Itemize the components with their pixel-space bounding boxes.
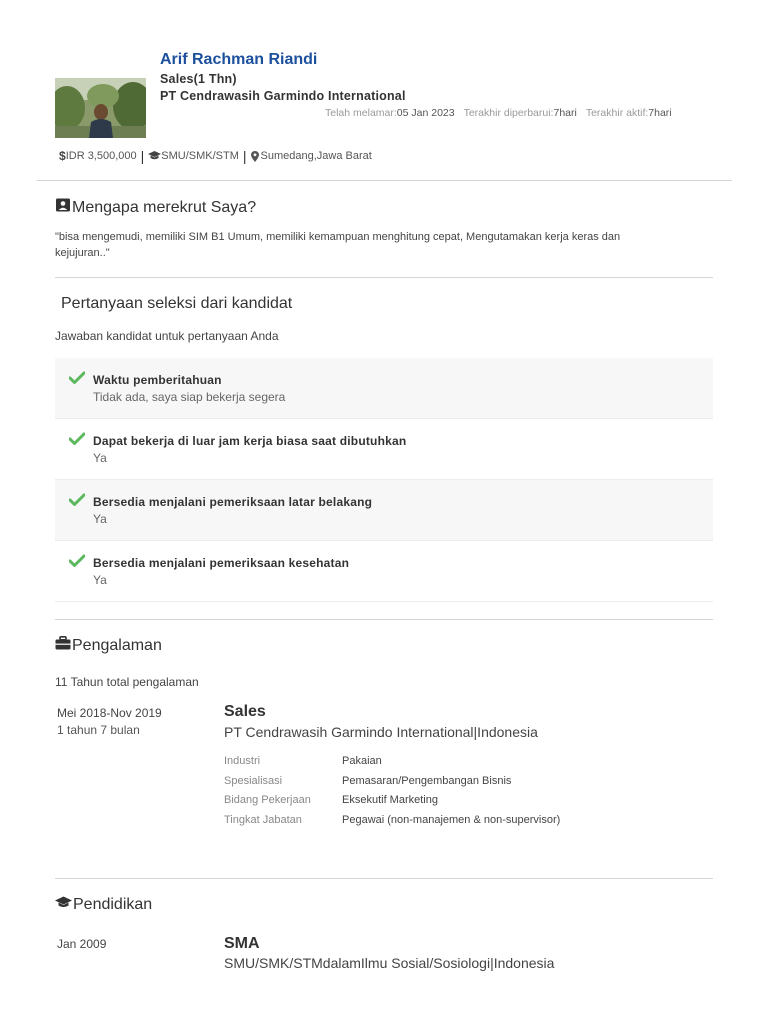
map-pin-icon [251,150,259,162]
experience-job-title: Sales [224,703,266,720]
education-level: SMU/SMK/STM [161,150,239,162]
applied-date: 05 Jan 2023 [396,107,455,119]
updated-value: 7hari [553,107,577,119]
screening-list [55,358,713,602]
screening-answer: Ya [93,512,107,526]
updated-label: Terakhir diperbarui: [463,107,554,119]
check-icon [69,371,85,389]
detail-label: Industri [224,755,261,767]
experience-heading [55,636,162,655]
candidate-role: Sales(1 Thn) [160,72,237,86]
detail-value: Eksekutif Marketing [342,794,438,807]
screening-question: Waktu pemberitahuan [93,373,222,387]
detail-label: Bidang Pekerjaan [224,794,311,807]
detail-value: Pegawai (non-manajemen & non-supervisor) [342,814,561,827]
candidate-company: PT Cendrawasih Garmindo International [160,89,406,103]
education-detail: SMU/SMK/STMdalamIlmu Sosial/Sosiologi|Indonesia [224,955,555,971]
why-hire-heading [55,197,256,218]
experience-duration: 1 tahun 7 bulan [57,723,140,737]
screening-item [55,419,713,480]
education-level-title: SMA [224,935,260,952]
detail-label: Tingkat Jabatan [224,814,302,827]
candidate-photo [55,78,146,138]
section-divider [55,619,713,620]
candidate-header [0,0,768,182]
detail-value: Pemasaran/Pengembangan Bisnis [342,774,512,787]
check-icon [69,493,85,511]
expected-salary: IDR 3,500,000 [65,150,137,162]
education-heading [55,896,152,914]
active-value: 7hari [648,107,672,119]
briefcase-icon [55,636,72,655]
screening-question: Bersedia menjalani pemeriksaan kesehatan [93,556,350,570]
screening-item [55,480,713,541]
id-badge-icon [55,197,72,218]
why-hire-text: "bisa mengemudi, memiliki SIM B1 Umum, memiliki kemampuan menghitung cepat, Mengutamakan kerja keras dan kejujuran.." [55,231,621,259]
experience-details [224,755,560,834]
candidate-location: Sumedang,Jawa Barat [260,150,372,162]
candidate-facts: $ IDR 3,500,000 | SMU/SMK/STM | Sumedang,Jawa Barat [59,148,372,164]
screening-heading [61,295,292,313]
screening-question: Bersedia menjalani pemeriksaan latar belakang [93,495,373,509]
education-date: Jan 2009 [57,937,107,951]
detail-value: Pakaian [342,755,382,767]
applied-label: Telah melamar: [325,107,397,119]
experience-date: Mei 2018-Nov 2019 [57,706,162,720]
dollar-icon: $ [59,149,66,163]
header-divider [37,180,732,181]
experience-total: 11 Tahun total pengalaman [55,675,199,689]
experience-title: Pengalaman [72,636,162,654]
graduation-cap-icon [148,150,161,162]
active-label: Terakhir aktif: [585,107,649,119]
check-icon [69,432,85,450]
screening-question: Dapat bekerja di luar jam kerja biasa saat dibutuhkan [93,434,407,448]
screening-answer: Tidak ada, saya siap bekerja segera [93,390,286,404]
screening-item [55,358,713,419]
application-meta [325,107,672,119]
screening-title: Pertanyaan seleksi dari kandidat [61,295,293,312]
screening-answer: Ya [93,573,107,587]
education-title: Pendidikan [73,896,153,913]
section-divider [55,878,713,879]
candidate-name[interactable]: Arif Rachman Riandi [160,51,318,68]
why-hire-title: Mengapa merekrut Saya? [72,198,257,216]
detail-row [224,775,560,795]
section-divider [55,277,713,278]
detail-row [224,794,560,814]
detail-row [224,755,560,775]
detail-label: Spesialisasi [224,774,283,787]
experience-company: PT Cendrawasih Garmindo International|Indonesia [224,724,538,740]
screening-item [55,541,713,602]
check-icon [69,554,85,572]
detail-row [224,814,560,834]
screening-answer: Ya [93,451,107,465]
screening-subtitle: Jawaban kandidat untuk pertanyaan Anda [55,329,279,343]
graduation-cap-icon [55,896,73,914]
